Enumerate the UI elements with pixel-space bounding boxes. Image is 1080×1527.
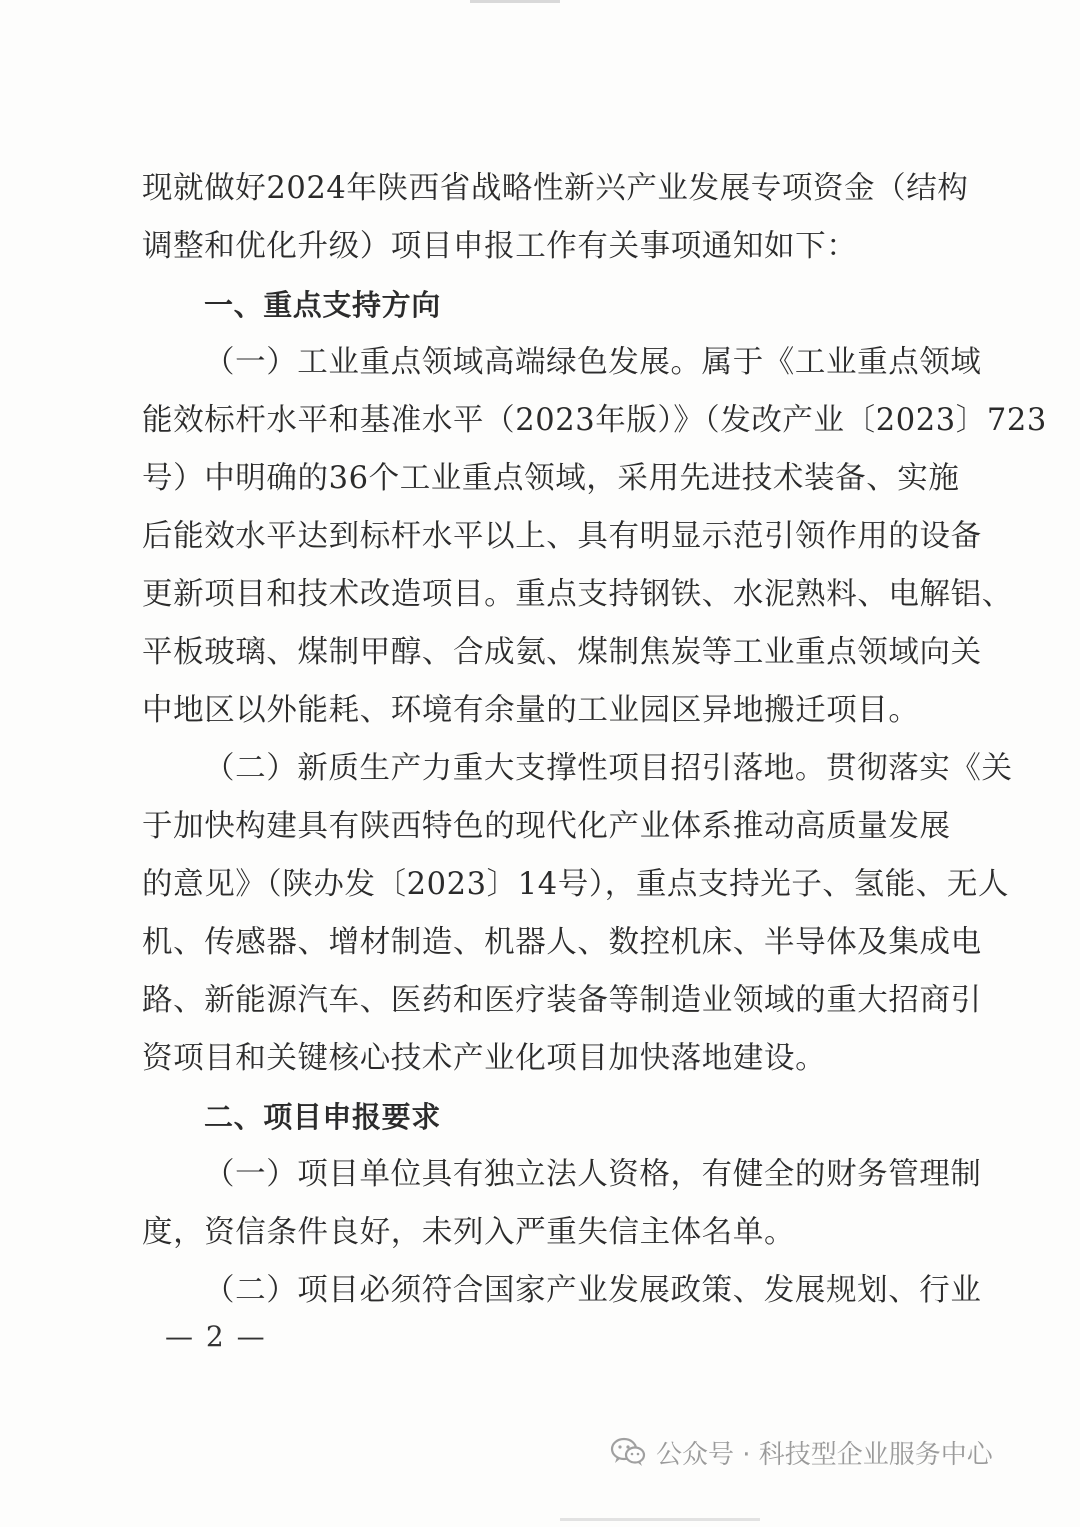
text-line: 路、新能源汽车、医药和医疗装备等制造业领域的重大招商引	[142, 983, 982, 1018]
text-line: 调整和优化升级）项目申报工作有关事项通知如下：	[142, 229, 858, 264]
text-line: 的意见》（陕办发〔2023〕14号），重点支持光子、氢能、无人	[142, 867, 1010, 902]
watermark	[610, 1432, 993, 1472]
text-line: 资项目和关键核心技术产业化项目加快落地建设。	[142, 1041, 827, 1076]
text-line: 度，资信条件良好，未列入严重失信主体名单。	[142, 1215, 796, 1250]
page-number: — 2 —	[165, 1320, 267, 1353]
wechat-icon	[610, 1436, 646, 1468]
paragraph-start: （二）项目必须符合国家产业发展政策、发展规划、行业	[204, 1273, 982, 1308]
text-line: 更新项目和技术改造项目。重点支持钢铁、水泥熟料、电解铝、	[142, 577, 1013, 612]
section-heading: 二、项目申报要求	[204, 1100, 441, 1134]
text-line: 于加快构建具有陕西特色的现代化产业体系推动高质量发展	[142, 809, 951, 844]
paragraph-start: （一）项目单位具有独立法人资格，有健全的财务管理制	[204, 1157, 982, 1192]
document-body	[142, 160, 1047, 1320]
paragraph-start: （一）工业重点领域高端绿色发展。属于《工业重点领域	[204, 345, 982, 380]
text-line: 号）中明确的36个工业重点领域，采用先进技术装备、实施	[142, 461, 960, 496]
paragraph-start: （二）新质生产力重大支撑性项目招引落地。贯彻落实《关	[204, 751, 1013, 786]
watermark-text: 公众号 · 科技型企业服务中心	[656, 1439, 993, 1470]
text-line: 平板玻璃、煤制甲醇、合成氨、煤制焦炭等工业重点领域向关	[142, 635, 982, 670]
text-line: 机、传感器、增材制造、机器人、数控机床、半导体及集成电	[142, 925, 982, 960]
text-line: 中地区以外能耗、环境有余量的工业园区异地搬迁项目。	[142, 693, 920, 728]
text-line: 后能效水平达到标杆水平以上、具有明显示范引领作用的设备	[142, 519, 982, 554]
scan-artifact	[560, 1518, 760, 1521]
text-line: 能效标杆水平和基准水平（2023年版）》（发改产业〔2023〕723	[142, 403, 1047, 438]
scan-artifact	[470, 0, 560, 3]
text-line: 现就做好2024年陕西省战略性新兴产业发展专项资金（结构	[142, 171, 969, 206]
section-heading: 一、重点支持方向	[204, 288, 441, 322]
